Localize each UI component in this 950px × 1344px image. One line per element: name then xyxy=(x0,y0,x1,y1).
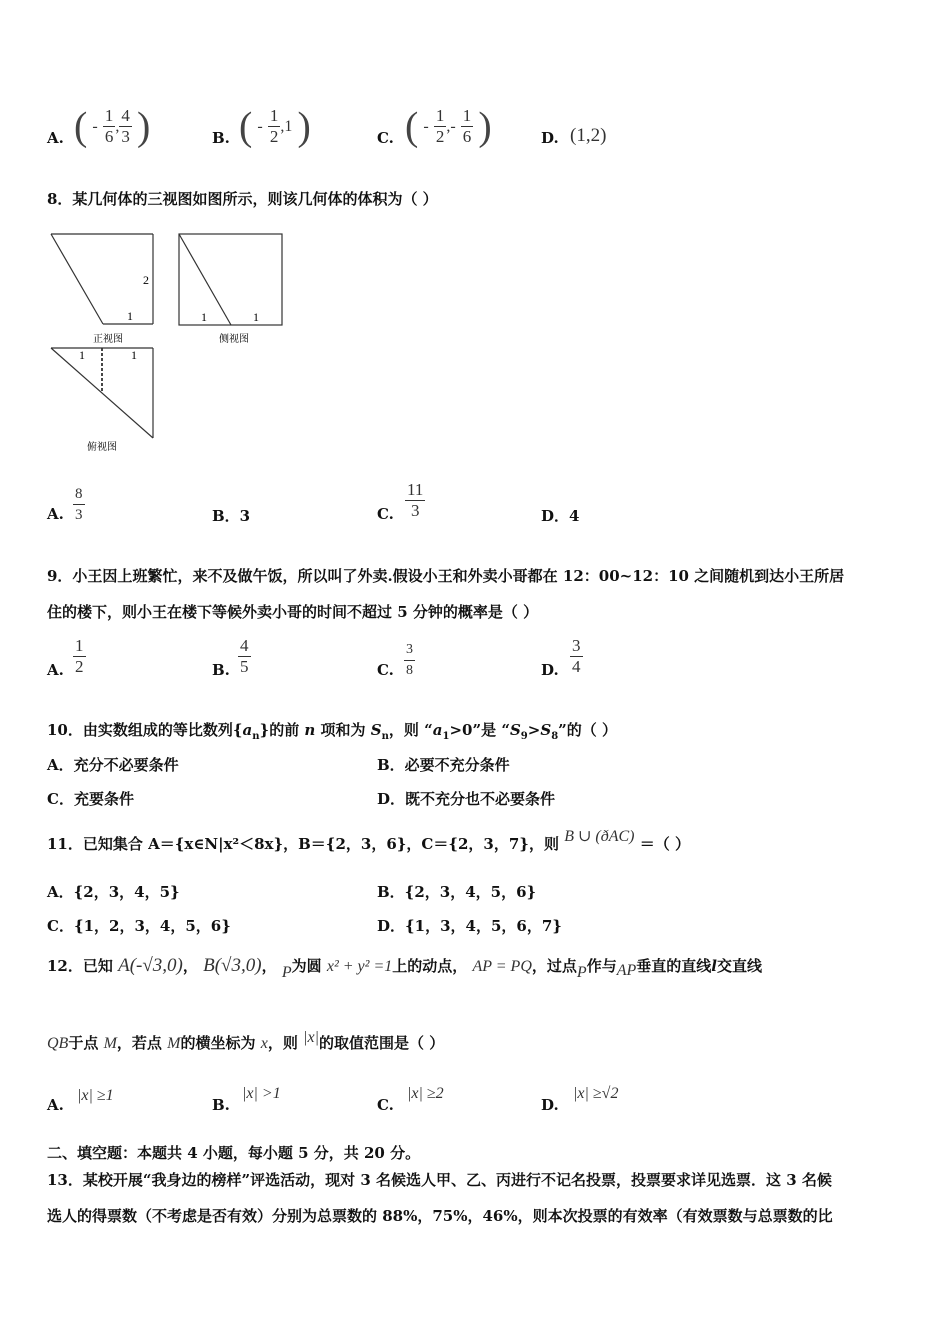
q7-option-b-label: B. xyxy=(212,129,230,147)
q12-option-a-label: A. xyxy=(47,1096,64,1114)
q9-option-a-label: A. xyxy=(47,661,64,679)
q9-option-b-label: B. xyxy=(212,661,230,679)
q12-option-d-value: |x| ≥√2 xyxy=(573,1085,619,1102)
q8-option-c-label: C. xyxy=(377,505,394,523)
front-view-label: 正视图 xyxy=(93,334,123,345)
q12-stem-line1: 12．已知 A(-√3,0)， B(√3,0)， P为圆 x² + y² =1上的动点， AP = PQ，过点P作与AP垂直的直线l交直线 xyxy=(47,955,762,981)
q13-stem-line2: 选人的得票数（不考虑是否有效）分别为总票数的 88%，75%，46%，则本次投票的有效率（有效票数与总票数的比 xyxy=(47,1207,833,1225)
front-dim-height: 2 xyxy=(143,273,149,287)
q8-option-c-value: $\frac{11}{3}$ xyxy=(407,480,424,520)
q10-option-a: A．充分不必要条件 xyxy=(47,756,179,774)
q12-option-c-value: |x| ≥2 xyxy=(407,1085,444,1102)
q7-option-d-label: D. xyxy=(541,129,559,147)
q11-option-a: A．{2，3，4，5} xyxy=(47,883,180,901)
q8-stem: 8．某几何体的三视图如图所示，则该几何体的体积为（ ） xyxy=(47,190,438,208)
side-dim-2: 1 xyxy=(253,310,259,324)
front-dim-base: 1 xyxy=(127,309,133,323)
top-dim-1: 1 xyxy=(79,348,85,362)
q9-option-c-label: C. xyxy=(377,661,394,679)
q12-option-b-label: B. xyxy=(212,1096,230,1114)
q8-option-d: D．4 xyxy=(541,507,580,525)
q7-option-b-value: ( - $\frac{1}{2}$ ,1 ) xyxy=(239,103,311,149)
q12-option-a-value: |x| ≥1 xyxy=(77,1087,114,1104)
q9-option-b-value: $\frac{4}{5}$ xyxy=(240,636,249,676)
q12-option-c-label: C. xyxy=(377,1096,394,1114)
q11-option-b: B．{2，3，4，5，6} xyxy=(377,883,537,901)
q10-option-d: D．既不充分也不必要条件 xyxy=(377,790,556,808)
q12-stem-line2: QB于点 M，若点 M的横坐标为 x，则 |x|的取值范围是（ ） xyxy=(47,1029,445,1052)
q12-option-b-value: |x| >1 xyxy=(242,1085,281,1102)
q11-expression: B ∪ (ðAC) xyxy=(564,828,635,845)
q9-stem-line1: 9．小王因上班繁忙，来不及做午饭，所以叫了外卖.假设小王和外卖小哥都在 12：00~12：10 之间随机到达小王所居 xyxy=(47,567,845,585)
q11-stem: 11．已知集合 A＝{x∈N|x²＜8x}，B＝{2，3，6}，C＝{2，3，7}，则 B ∪ (ðAC) ＝（ ） xyxy=(47,828,690,853)
q10-stem: 10．由实数组成的等比数列$\{a_n\}$的前 n 项和为 $S_n$，则 “$a_1>0$”是 “$S_9>S_8$”的（ ） xyxy=(47,721,618,742)
q9-option-c-value: $\frac{3}{8}$ xyxy=(406,642,413,678)
q9-option-d-label: D. xyxy=(541,661,559,679)
top-dim-2: 1 xyxy=(131,348,137,362)
front-view xyxy=(51,234,153,324)
q10-option-c: C．充要条件 xyxy=(47,790,134,808)
q12-option-d-label: D. xyxy=(541,1096,559,1114)
top-view xyxy=(51,348,153,438)
q8-option-a-label: A. xyxy=(47,505,64,523)
q9-option-d-value: $\frac{3}{4}$ xyxy=(572,636,581,676)
q7-option-a-label: A. xyxy=(47,129,64,147)
q7-option-d-value: (1,2) xyxy=(570,125,607,146)
q7-option-c-label: C. xyxy=(377,129,394,147)
q11-option-c: C．{1，2，3，4，5，6} xyxy=(47,917,231,935)
section2-heading: 二、填空题：本题共 4 小题，每小题 5 分，共 20 分。 xyxy=(47,1144,421,1162)
q7-option-c-value: ( - $\frac{1}{2}$ ,- $\frac{1}{6}$ ) xyxy=(405,103,492,149)
q8-option-b: B．3 xyxy=(212,507,251,525)
q13-stem-line1: 13．某校开展“我身边的榜样”评选活动，现对 3 名候选人甲、乙、丙进行不记名投票，投票要求详见选票．这 3 名候 xyxy=(47,1171,832,1189)
top-view-label: 俯视图 xyxy=(87,442,117,453)
q9-stem-line2: 住的楼下，则小王在楼下等候外卖小哥的时间不超过 5 分钟的概率是（ ） xyxy=(47,603,539,621)
side-view xyxy=(179,234,282,325)
q7-option-a-value: ( - $\frac{1}{6}$ , $\frac{4}{3}$ ) xyxy=(74,103,151,149)
side-dim-1: 1 xyxy=(201,310,207,324)
three-view-figure xyxy=(45,228,295,458)
q11-option-d: D．{1，3，4，5，6，7} xyxy=(377,917,562,935)
q10-option-b: B．必要不充分条件 xyxy=(377,756,510,774)
q8-option-a-value: $\frac{8}{3}$ xyxy=(75,486,83,523)
q9-option-a-value: $\frac{1}{2}$ xyxy=(75,636,84,676)
side-view-label: 侧视图 xyxy=(219,334,249,345)
